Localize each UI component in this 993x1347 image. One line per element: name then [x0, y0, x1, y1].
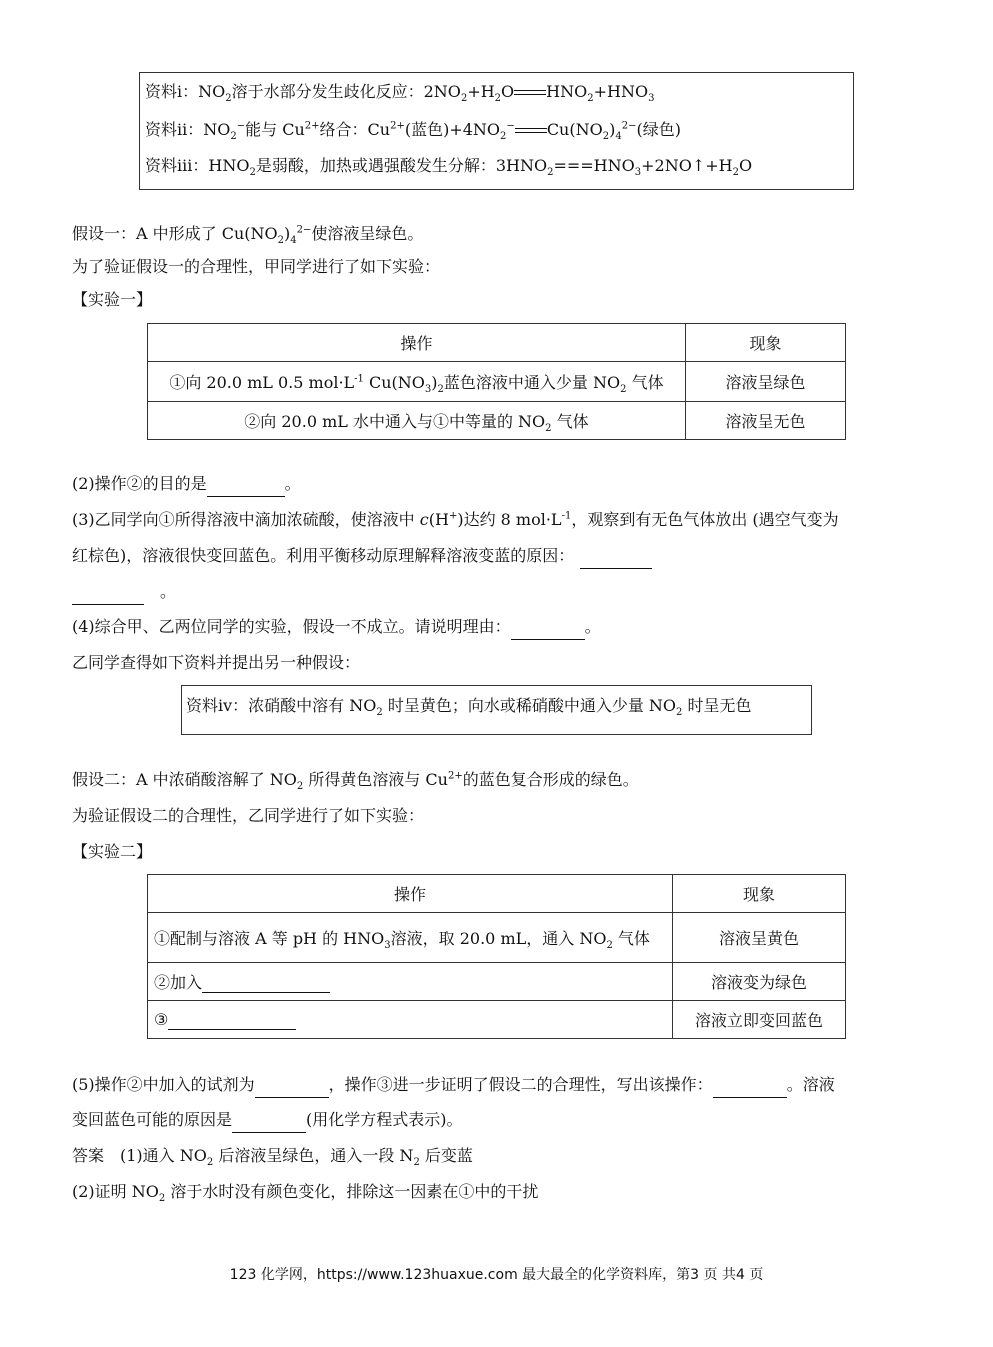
table-row: [148, 913, 846, 963]
verify-2-text: 为验证假设二的合理性，乙同学进行了如下实验：: [72, 806, 425, 825]
experiment-1-title: 【实验一】: [72, 290, 153, 309]
table-row: [148, 402, 846, 440]
question-5-line-2: 变回蓝色可能的原因是 (用化学方程式表示)。: [72, 1108, 463, 1133]
reference-2-line: 资料ⅱ：$NO_2^-$能与 $Cu^{2+}$络合：$Cu^{2+}$(蓝色)$+4NO_2^-$ $Cu(NO_2)_4^{2-}$(绿色): [145, 120, 681, 143]
page-footer: 123 化学网，https://www.123huaxue.com 最大最全的化学资料库，第3 页 共4 页: [229, 1267, 764, 1283]
reference-3-line: 资料ⅲ：$HNO_2$是弱酸，加热或遇强酸发生分解：$3HNO_2===HNO_3+2NO↑+H_2O$: [145, 156, 753, 179]
question-3-line-1: (3)乙同学向①所得溶液中滴加浓硫酸，使溶液中 c(H+)达约 8 $mol\cdot L^{-1}$，观察到有无色气体放出 (遇空气变为: [72, 510, 839, 529]
table-row: [148, 362, 846, 402]
table-1-row-2-operation: ②向 20.0 mL 水中通入与①中等量的 $NO_2$ 气体: [148, 402, 686, 440]
answer-blank[interactable]: [511, 615, 585, 640]
answer-blank[interactable]: [207, 472, 285, 497]
answer-blank[interactable]: [168, 1010, 296, 1030]
reference-1-line: 资料ⅰ：$NO_2$溶于水部分发生歧化反应：$2NO_2+H_2O$ $HNO_2+HNO_3$: [145, 82, 655, 105]
verify-1-text: 为了验证假设一的合理性，甲同学进行了如下实验：: [72, 257, 441, 276]
table-2-row-1-operation: ①配制与溶液 A 等 pH 的 $HNO_3$溶液，取 20.0 mL，通入 $NO_2$ 气体: [148, 913, 673, 963]
table-2-row-3-operation: ③: [148, 1001, 673, 1039]
hypothesis-2: 假设二：A 中浓硝酸溶解了 $NO_2$ 所得黄色溶液与 $Cu^{2+}$的蓝色复合形成的绿色。: [72, 770, 639, 793]
question-5-line-1: (5)操作②中加入的试剂为 ，操作③进一步证明了假设二的合理性，写出该操作： 。溶液: [72, 1073, 835, 1098]
question-2: (2)操作②的目的是 。: [72, 472, 301, 497]
table-1-header-phenomenon: 现象: [685, 324, 845, 362]
answer-2: (2)证明 $NO_2$ 溶于水时没有颜色变化，排除这一因素在①中的干扰: [72, 1182, 539, 1205]
question-3-line-3: 。: [72, 580, 176, 605]
hypothesis-1: 假设一：A 中形成了 $Cu(NO_2)_4^{2-}$使溶液呈绿色。: [72, 224, 424, 247]
answer-blank[interactable]: [72, 580, 144, 605]
table-2-row-2-phenomenon: 溶液变为绿色: [672, 963, 845, 1001]
yi-intro-text: 乙同学查得如下资料并提出另一种假设：: [72, 653, 361, 672]
equilibrium-arrow-icon: [515, 126, 547, 136]
experiment-2-table: [147, 874, 846, 1039]
table-1-row-2-phenomenon: 溶液呈无色: [685, 402, 845, 440]
question-4: (4)综合甲、乙两位同学的实验，假设一不成立。请说明理由： 。: [72, 615, 601, 640]
answer-blank[interactable]: [202, 973, 330, 993]
answer-blank[interactable]: [580, 544, 652, 569]
table-row: [148, 963, 846, 1001]
table-1-row-1-operation: ①向 20.0 mL 0.5 $mol\cdot L^{-1}$ $Cu(NO_3)_2$蓝色溶液中通入少量 $NO_2$ 气体: [148, 362, 686, 402]
experiment-2-title: 【实验二】: [72, 842, 153, 861]
table-1-row-1-phenomenon: 溶液呈绿色: [685, 362, 845, 402]
table-2-row-1-phenomenon: 溶液呈黄色: [672, 913, 845, 963]
reference-4-line: 资料ⅳ：浓硝酸中溶有 $NO_2$ 时呈黄色；向水或稀硝酸中通入少量 $NO_2$ 时呈无色: [186, 696, 752, 719]
experiment-1-table: [147, 323, 846, 440]
table-2-row-3-phenomenon: 溶液立即变回蓝色: [672, 1001, 845, 1039]
table-2-header-phenomenon: 现象: [672, 875, 845, 913]
answer-1: 答案 (1)通入 $NO_2$ 后溶液呈绿色，通入一段 $N_2$ 后变蓝: [72, 1146, 473, 1169]
table-1-header-operation: 操作: [148, 324, 686, 362]
answer-blank[interactable]: [255, 1073, 329, 1098]
question-3-line-2: 红棕色)，溶液很快变回蓝色。利用平衡移动原理解释溶液变蓝的原因：: [72, 544, 652, 569]
table-row: [148, 1001, 846, 1039]
table-2-header-operation: 操作: [148, 875, 673, 913]
answer-blank[interactable]: [232, 1108, 306, 1133]
equilibrium-arrow-icon: [514, 88, 546, 98]
table-2-row-2-operation: ②加入: [148, 963, 673, 1001]
answer-blank[interactable]: [713, 1073, 787, 1098]
